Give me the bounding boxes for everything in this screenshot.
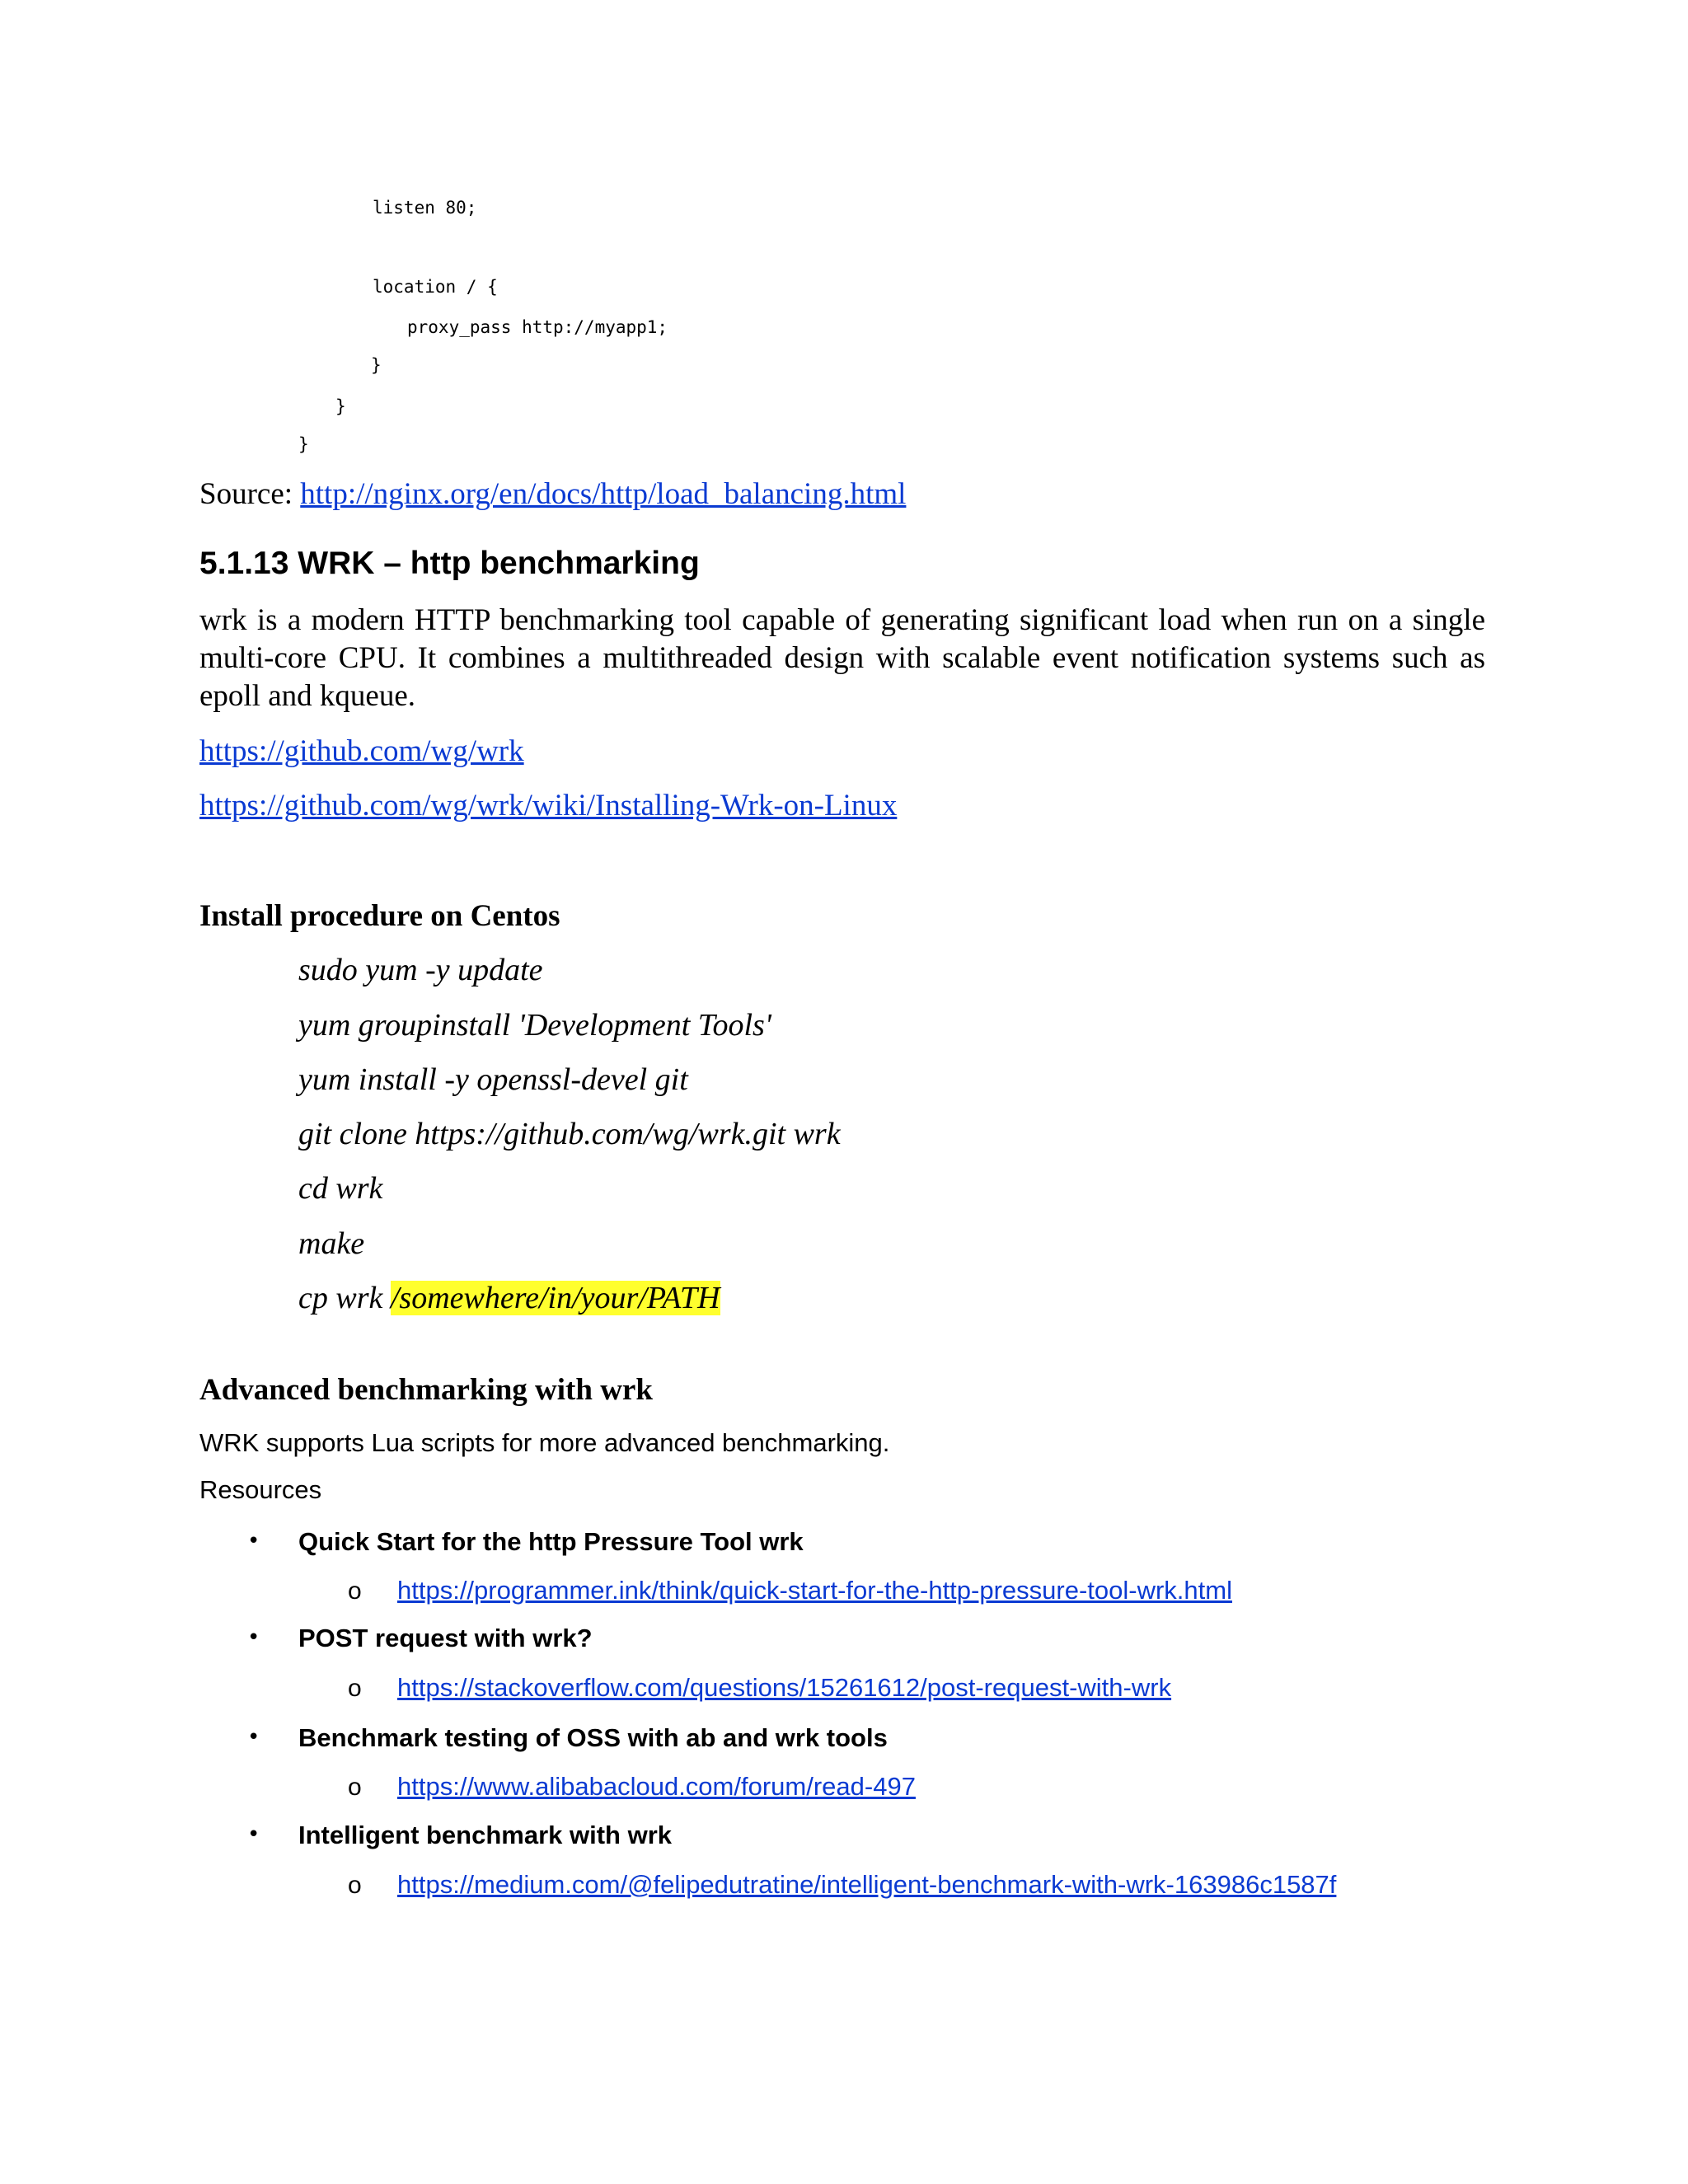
- advanced-heading: Advanced benchmarking with wrk: [199, 1373, 653, 1407]
- section-paragraph: wrk is a modern HTTP benchmarking tool capable of generating significant load when run on a single multi-core CPU. It combines a multithreaded design with scalable event notification systems such as epoll and kqueue.: [199, 603, 1485, 713]
- highlighted-path: /somewhere/in/your/PATH: [390, 1281, 720, 1315]
- code-line: location / {: [373, 277, 498, 297]
- bullet-icon: •: [247, 1529, 260, 1554]
- install-command: yum groupinstall 'Development Tools': [298, 1008, 771, 1043]
- bullet-icon: •: [247, 1625, 260, 1650]
- resource-link[interactable]: https://stackoverflow.com/questions/15261612/post-request-with-wrk: [397, 1673, 1172, 1702]
- install-command-copy: [298, 1280, 720, 1316]
- source-label: Source:: [199, 477, 293, 511]
- install-command: cd wrk: [298, 1171, 383, 1206]
- install-command: git clone https://github.com/wg/wrk.git wrk: [298, 1117, 841, 1151]
- wrk-repo-link[interactable]: https://github.com/wg/wrk: [199, 734, 524, 768]
- copy-command-prefix: cp wrk: [298, 1281, 383, 1315]
- sub-bullet-icon: o: [348, 1774, 362, 1801]
- code-line: }: [335, 396, 346, 416]
- install-command: sudo yum -y update: [298, 953, 543, 987]
- section-title: 5.1.13 WRK – http benchmarking: [199, 546, 700, 581]
- resources-label: Resources: [199, 1475, 322, 1504]
- resource-link[interactable]: https://medium.com/@felipedutratine/intelligent-benchmark-with-wrk-163986c1587f: [397, 1870, 1337, 1899]
- code-line: listen 80;: [373, 198, 477, 218]
- resource-title: POST request with wrk?: [298, 1624, 593, 1652]
- resource-title: Quick Start for the http Pressure Tool wrk: [298, 1527, 804, 1556]
- resource-title: Benchmark testing of OSS with ab and wrk tools: [298, 1723, 888, 1752]
- sub-bullet-icon: o: [348, 1872, 362, 1899]
- code-line: }: [371, 355, 382, 375]
- source-link[interactable]: http://nginx.org/en/docs/http/load_balancing.html: [300, 477, 907, 511]
- bullet-icon: •: [247, 1822, 260, 1847]
- wrk-install-wiki-link[interactable]: https://github.com/wg/wrk/wiki/Installing-Wrk-on-Linux: [199, 789, 898, 823]
- resource-link[interactable]: https://programmer.ink/think/quick-start-for-the-http-pressure-tool-wrk.html: [397, 1576, 1232, 1605]
- install-heading: Install procedure on Centos: [199, 899, 560, 933]
- install-command: make: [298, 1226, 365, 1261]
- code-line: proxy_pass http://myapp1;: [407, 317, 668, 337]
- resource-link[interactable]: https://www.alibabacloud.com/forum/read-497: [397, 1772, 916, 1801]
- source-line: [199, 476, 906, 512]
- sub-bullet-icon: o: [348, 1577, 362, 1605]
- sub-bullet-icon: o: [348, 1675, 362, 1702]
- resource-title: Intelligent benchmark with wrk: [298, 1821, 673, 1849]
- bullet-icon: •: [247, 1725, 260, 1750]
- install-command: yum install -y openssl-devel git: [298, 1062, 688, 1097]
- code-line: }: [298, 434, 309, 454]
- advanced-intro: WRK supports Lua scripts for more advanced benchmarking.: [199, 1428, 890, 1457]
